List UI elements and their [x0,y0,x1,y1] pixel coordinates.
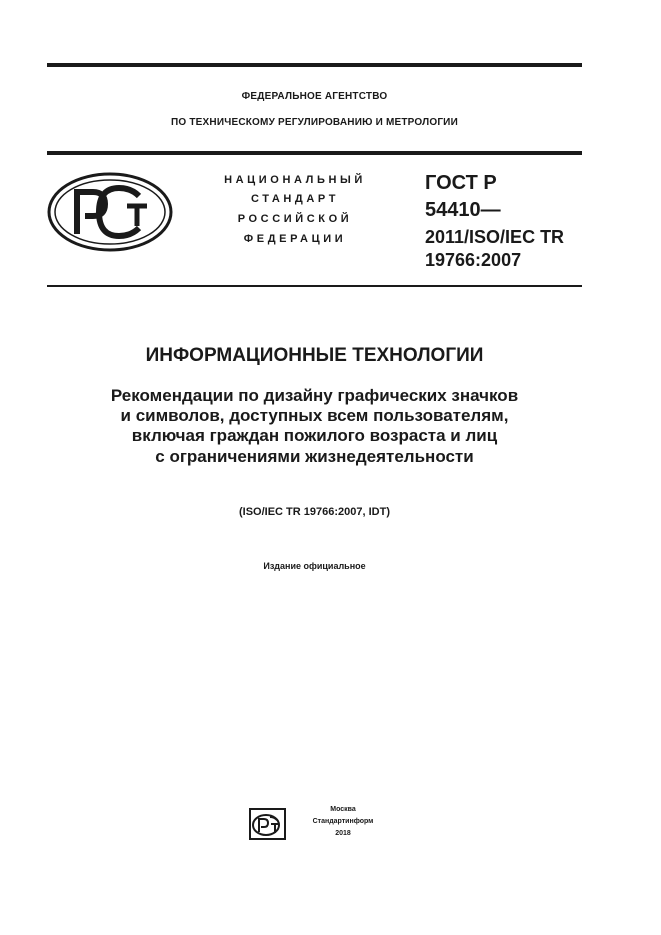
edition-label: Издание официальное [263,561,366,571]
standard-designation-line: 19766:2007 [425,250,522,270]
document-subtitle-line: с ограничениями жизнедеятельности [155,447,474,466]
middle-rule [47,151,582,155]
national-standard-line: РОССИЙСКОЙ [237,213,353,225]
national-standard-line: ФЕДЕРАЦИИ [243,233,347,245]
document-subtitle-line: Рекомендации по дизайну графических значков [110,386,519,405]
publisher-name: Стандартинформ [312,818,374,825]
rst-certification-mark-icon [47,172,173,252]
publisher-city: Москва [330,806,356,813]
top-rule [47,63,582,67]
standard-designation-line: ГОСТ Р [425,172,497,194]
agency-name-line2: ПО ТЕХНИЧЕСКОМУ РЕГУЛИРОВАНИЮ И МЕТРОЛОГИИ [171,117,458,128]
publication-year: 2018 [335,830,351,837]
agency-name-line1: ФЕДЕРАЛЬНОЕ АГЕНТСТВО [241,91,388,102]
document-subtitle-line: и символов, доступных всем пользователям, [120,406,509,425]
standartinform-logo-icon [249,808,286,840]
document-title: ИНФОРМАЦИОННЫЕ ТЕХНОЛОГИИ [145,345,484,366]
national-standard-line: СТАНДАРТ [250,193,340,205]
standard-designation-line: 2011/ISO/IEC TR [425,227,565,247]
lower-rule [47,285,582,287]
national-standard-line: НАЦИОНАЛЬНЫЙ [224,174,366,186]
iso-reference: (ISO/IEC TR 19766:2007, IDT) [239,506,390,518]
document-subtitle-line: включая граждан пожилого возраста и лиц [131,426,498,445]
standard-designation-line: 54410— [425,199,501,221]
